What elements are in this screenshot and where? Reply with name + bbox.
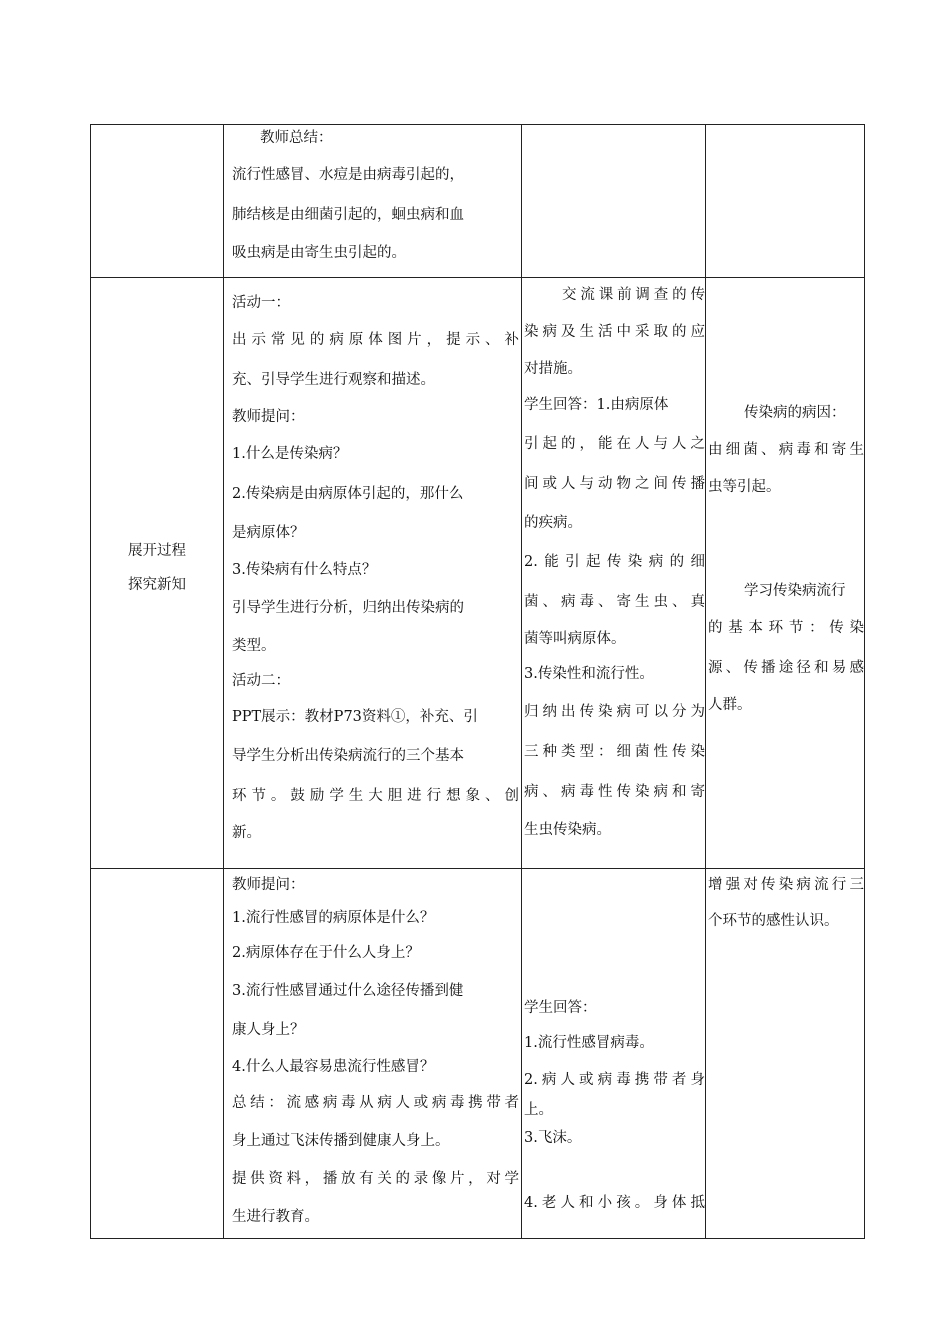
- text-line: 教师提问：: [232, 409, 305, 425]
- text-line: 由细菌、病毒和寄生: [708, 442, 864, 458]
- text-line: 教师提问：: [232, 877, 305, 893]
- text-line: 4.什么人最容易患流行性感冒？: [232, 1059, 435, 1075]
- text-line: 菌等叫病原体。: [524, 631, 626, 647]
- text-line: 交流课前调查的传: [562, 287, 705, 303]
- text-line: 3.流行性感冒通过什么途径传播到健: [232, 983, 464, 999]
- text-line: 生虫传染病。: [524, 822, 611, 838]
- text-line: 4.老人和小孩。身体抵: [524, 1195, 705, 1211]
- lesson-plan-table: [90, 124, 864, 1240]
- text-line: 出示常见的病原体图片，提示、补: [232, 332, 519, 348]
- text-line: 菌、病毒、寄生虫、真: [524, 594, 705, 610]
- text-line: 间或人与动物之间传播: [524, 476, 705, 492]
- text-line: 的疾病。: [524, 515, 582, 531]
- teacher-activity-cell: [224, 125, 522, 278]
- text-line: 1.流行性感冒病毒。: [524, 1035, 654, 1051]
- text-line: 学生回答：: [524, 1000, 597, 1016]
- teacher-activity-cell: [224, 869, 522, 1239]
- text-line: 源、传播途径和易感: [708, 660, 864, 676]
- text-line: 提供资料，播放有关的录像片，对学: [232, 1171, 519, 1187]
- text-line: 肺结核是由细菌引起的，蛔虫病和血: [232, 207, 464, 223]
- table-row: [91, 869, 865, 1239]
- text-line: 上。: [524, 1102, 553, 1118]
- stage-label: 探究新知: [128, 577, 186, 593]
- text-line: 新。: [232, 825, 261, 841]
- text-line: 引导学生进行分析，归纳出传染病的: [232, 600, 464, 616]
- text-line: 活动二：: [232, 673, 290, 689]
- student-activity-cell: [522, 278, 706, 869]
- text-line: 三种类型：细菌性传染: [524, 744, 705, 760]
- text-line: 2.能引起传染病的细: [524, 554, 705, 570]
- table-row: [91, 278, 865, 869]
- text-line: 1.流行性感冒的病原体是什么？: [232, 910, 435, 926]
- stage-label: 展开过程: [128, 543, 186, 559]
- text-line: 染病及生活中采取的应: [524, 324, 705, 340]
- text-line: 增强对传染病流行三: [708, 877, 864, 893]
- text-line: 引起的，能在人与人之: [524, 436, 705, 452]
- text-line: 3.传染性和流行性。: [524, 666, 654, 682]
- text-line: 康人身上？: [232, 1022, 305, 1038]
- text-line: 2.传染病是由病原体引起的，那什么: [232, 486, 464, 502]
- text-line: 导学生分析出传染病流行的三个基本: [232, 748, 464, 764]
- text-line: 充、引导学生进行观察和描述。: [232, 372, 435, 388]
- text-line: 人群。: [708, 697, 752, 713]
- text-line: 身上通过飞沫传播到健康人身上。: [232, 1133, 450, 1149]
- stage-cell: [91, 278, 224, 869]
- table-row: [91, 125, 865, 278]
- text-line: 1.什么是传染病？: [232, 446, 348, 462]
- text-line: 传染病的病因：: [744, 405, 846, 421]
- text-line: 是病原体？: [232, 525, 305, 541]
- design-intent-cell: [706, 869, 865, 1239]
- text-line: PPT展示：教材P73资料①，补充、引: [232, 709, 478, 725]
- lesson-table: [90, 124, 865, 1239]
- text-line: 吸虫病是由寄生虫引起的。: [232, 245, 406, 261]
- text-line: 2.病原体存在于什么人身上？: [232, 945, 420, 961]
- teacher-activity-cell: [224, 278, 522, 869]
- text-line: 总结：流感病毒从病人或病毒携带者: [232, 1095, 519, 1111]
- text-line: 教师总结：: [260, 130, 333, 146]
- text-line: 2.病人或病毒携带者身: [524, 1072, 705, 1088]
- text-line: 虫等引起。: [708, 479, 781, 495]
- text-line: 类型。: [232, 638, 276, 654]
- text-line: 学生回答：1.由病原体: [524, 397, 669, 413]
- text-line: 对措施。: [524, 361, 582, 377]
- text-line: 活动一：: [232, 295, 290, 311]
- student-activity-cell: [522, 125, 706, 278]
- text-line: 病、病毒性传染病和寄: [524, 784, 705, 800]
- text-line: 3.传染病有什么特点？: [232, 562, 377, 578]
- text-line: 归纳出传染病可以分为: [524, 704, 705, 720]
- text-line: 生进行教育。: [232, 1209, 319, 1225]
- stage-cell: [91, 869, 224, 1239]
- text-line: 学习传染病流行: [744, 583, 846, 599]
- text-line: 流行性感冒、水痘是由病毒引起的，: [232, 167, 464, 183]
- text-line: 3.飞沫。: [524, 1130, 582, 1146]
- text-line: 环节。鼓励学生大胆进行想象、创: [232, 788, 519, 804]
- text-line: 个环节的感性认识。: [708, 913, 839, 929]
- text-line: 的基本环节：传染: [708, 620, 864, 636]
- student-activity-cell: [522, 869, 706, 1239]
- design-intent-cell: [706, 125, 865, 278]
- stage-cell: [91, 125, 224, 278]
- design-intent-cell: [706, 278, 865, 869]
